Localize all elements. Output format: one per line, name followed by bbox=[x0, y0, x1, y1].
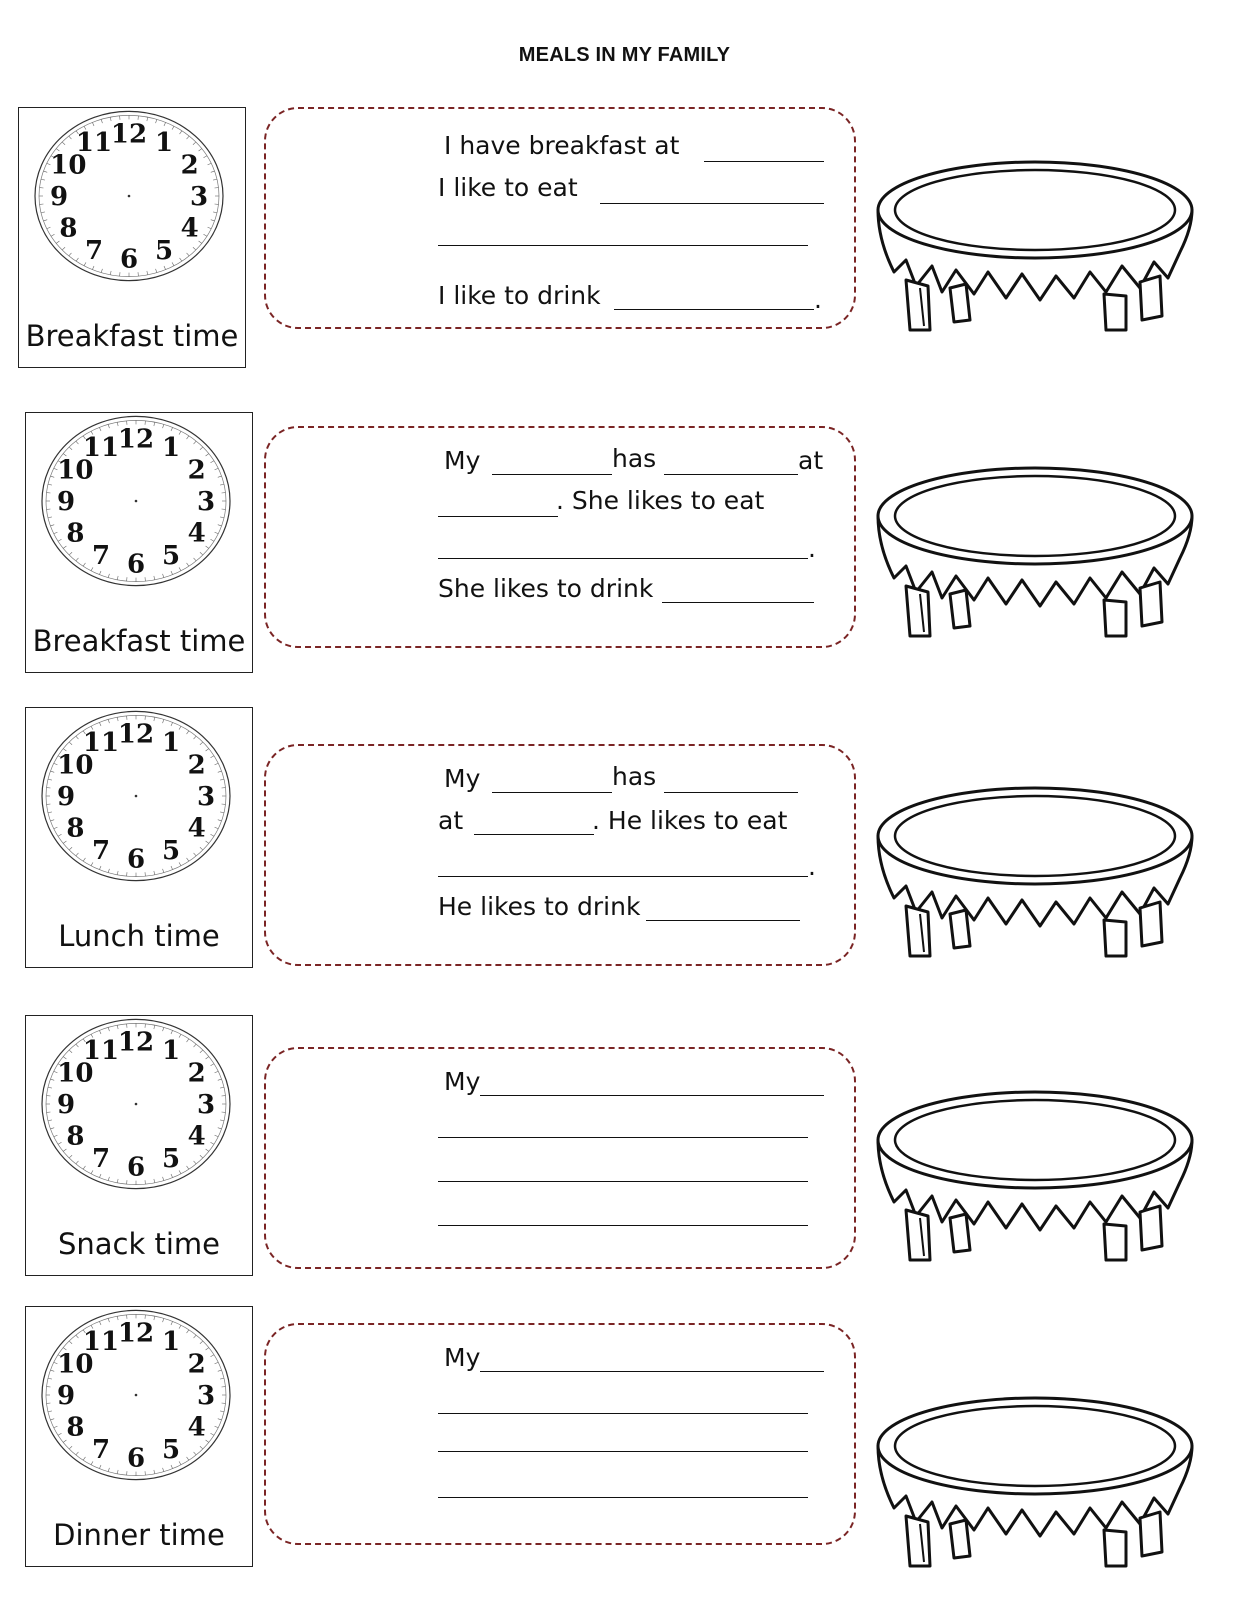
clock-box bbox=[25, 412, 253, 673]
prompt-text: I have breakfast at bbox=[444, 131, 680, 160]
clock-number: 3 bbox=[196, 1381, 216, 1411]
clock-number: 6 bbox=[126, 844, 146, 875]
prompt-text: My bbox=[444, 1067, 481, 1096]
text-box bbox=[264, 1323, 856, 1545]
clock-number: 9 bbox=[56, 782, 76, 812]
clock-number: 1 bbox=[161, 1326, 181, 1357]
clock-number: 10 bbox=[57, 1349, 94, 1380]
prompt-text: has bbox=[612, 762, 657, 791]
clock-number: 4 bbox=[187, 813, 206, 844]
clock-face-icon bbox=[26, 1016, 254, 1216]
clock-number: 6 bbox=[126, 549, 146, 580]
clock-label: Lunch time bbox=[58, 919, 220, 953]
answer-blank[interactable] bbox=[664, 792, 798, 793]
clock-number: 7 bbox=[84, 236, 104, 267]
clock-number: 3 bbox=[196, 487, 216, 517]
prompt-text: has bbox=[612, 444, 657, 473]
prompt-text: She likes to drink bbox=[438, 574, 654, 603]
answer-blank[interactable] bbox=[664, 474, 798, 475]
clock-face-icon bbox=[26, 708, 254, 908]
answer-blank[interactable] bbox=[438, 245, 808, 246]
clock-number: 7 bbox=[91, 1435, 111, 1466]
prompt-text: . He likes to eat bbox=[592, 806, 788, 835]
clock-number: 1 bbox=[154, 127, 174, 158]
answer-blank[interactable] bbox=[438, 1225, 808, 1226]
clock-number: 5 bbox=[161, 1435, 181, 1466]
table-icon bbox=[870, 1090, 1200, 1270]
clock-number: 8 bbox=[66, 1121, 85, 1152]
clock-number: 5 bbox=[161, 1144, 181, 1175]
clock-number: 4 bbox=[180, 213, 199, 244]
clock-number: 10 bbox=[57, 750, 94, 781]
clock-number: 7 bbox=[91, 1144, 111, 1175]
answer-blank[interactable] bbox=[614, 309, 814, 310]
clock-label: Breakfast time bbox=[25, 319, 239, 353]
prompt-text: My bbox=[444, 1343, 481, 1372]
clock-number: 8 bbox=[66, 518, 85, 549]
clock-number: 6 bbox=[119, 244, 139, 275]
clock-number: 8 bbox=[66, 1412, 85, 1443]
clock-number: 5 bbox=[154, 236, 174, 267]
answer-blank[interactable] bbox=[480, 1095, 824, 1096]
answer-blank[interactable] bbox=[438, 1451, 808, 1452]
table-icon bbox=[870, 466, 1200, 646]
clock-number: 9 bbox=[56, 1381, 76, 1411]
answer-blank[interactable] bbox=[438, 1181, 808, 1182]
clock-number: 3 bbox=[196, 782, 216, 812]
answer-blank[interactable] bbox=[704, 161, 824, 162]
clock-face-icon bbox=[26, 1307, 254, 1507]
answer-blank[interactable] bbox=[438, 516, 558, 517]
clock-label: Breakfast time bbox=[32, 624, 246, 658]
clock-number: 2 bbox=[187, 750, 206, 781]
prompt-text: My bbox=[444, 764, 481, 793]
clock-number: 6 bbox=[126, 1443, 146, 1474]
clock-number: 2 bbox=[180, 150, 199, 181]
clock-number: 4 bbox=[187, 1412, 206, 1443]
answer-blank[interactable] bbox=[438, 1413, 808, 1414]
table-icon bbox=[870, 160, 1200, 340]
clock-number: 8 bbox=[66, 813, 85, 844]
clock-number: 1 bbox=[161, 432, 181, 463]
clock-box bbox=[18, 107, 246, 368]
clock-number: 10 bbox=[57, 455, 94, 486]
prompt-text: My bbox=[444, 446, 481, 475]
clock-number: 10 bbox=[57, 1058, 94, 1089]
text-box bbox=[264, 426, 856, 648]
answer-blank[interactable] bbox=[480, 1371, 824, 1372]
clock-number: 11 bbox=[82, 727, 120, 758]
clock-number: 6 bbox=[126, 1152, 146, 1183]
clock-number: 12 bbox=[117, 424, 155, 455]
clock-number: 11 bbox=[82, 432, 120, 463]
text-box bbox=[264, 107, 856, 329]
clock-label: Dinner time bbox=[53, 1518, 225, 1552]
clock-number: 8 bbox=[59, 213, 78, 244]
clock-number: 4 bbox=[187, 518, 206, 549]
answer-blank[interactable] bbox=[662, 602, 814, 603]
clock-number: 12 bbox=[110, 119, 148, 150]
clock-number: 7 bbox=[91, 541, 111, 572]
answer-blank[interactable] bbox=[492, 792, 612, 793]
clock-number: 11 bbox=[82, 1326, 120, 1357]
answer-blank[interactable] bbox=[492, 474, 612, 475]
clock-label: Snack time bbox=[57, 1227, 221, 1261]
clock-number: 2 bbox=[187, 1058, 206, 1089]
text-box bbox=[264, 744, 856, 966]
clock-face-icon bbox=[26, 413, 254, 613]
clock-number: 11 bbox=[75, 127, 113, 158]
answer-blank[interactable] bbox=[438, 558, 808, 559]
clock-number: 9 bbox=[49, 182, 69, 212]
prompt-text: He likes to drink bbox=[438, 892, 641, 921]
answer-blank[interactable] bbox=[474, 834, 594, 835]
clock-number: 2 bbox=[187, 1349, 206, 1380]
answer-blank[interactable] bbox=[600, 203, 824, 204]
clock-number: 5 bbox=[161, 836, 181, 867]
clock-box bbox=[25, 1306, 253, 1567]
prompt-text: I like to eat bbox=[438, 173, 578, 202]
clock-number: 11 bbox=[82, 1035, 120, 1066]
clock-number: 5 bbox=[161, 541, 181, 572]
clock-number: 1 bbox=[161, 1035, 181, 1066]
text-box bbox=[264, 1047, 856, 1269]
table-icon bbox=[870, 786, 1200, 966]
clock-number: 2 bbox=[187, 455, 206, 486]
clock-number: 1 bbox=[161, 727, 181, 758]
period-text: . bbox=[814, 285, 822, 314]
clock-number: 9 bbox=[56, 1090, 76, 1120]
prompt-text: . She likes to eat bbox=[556, 486, 765, 515]
clock-number: 9 bbox=[56, 487, 76, 517]
answer-blank[interactable] bbox=[646, 920, 800, 921]
page-title: MEALS IN MY FAMILY bbox=[518, 44, 731, 66]
prompt-text: I like to drink bbox=[438, 281, 601, 310]
period-text: . bbox=[808, 852, 816, 881]
clock-box bbox=[25, 1015, 253, 1276]
table-icon bbox=[870, 1396, 1200, 1576]
clock-number: 3 bbox=[189, 182, 209, 212]
clock-number: 7 bbox=[91, 836, 111, 867]
clock-number: 12 bbox=[117, 1027, 155, 1058]
answer-blank[interactable] bbox=[438, 1137, 808, 1138]
period-text: . bbox=[808, 534, 816, 563]
clock-number: 12 bbox=[117, 719, 155, 750]
clock-face-icon bbox=[19, 108, 247, 308]
clock-number: 4 bbox=[187, 1121, 206, 1152]
prompt-text: at bbox=[798, 446, 824, 475]
clock-number: 12 bbox=[117, 1318, 155, 1349]
clock-number: 3 bbox=[196, 1090, 216, 1120]
prompt-text: at bbox=[438, 806, 464, 835]
clock-number: 10 bbox=[50, 150, 87, 181]
answer-blank[interactable] bbox=[438, 876, 808, 877]
answer-blank[interactable] bbox=[438, 1497, 808, 1498]
clock-box bbox=[25, 707, 253, 968]
